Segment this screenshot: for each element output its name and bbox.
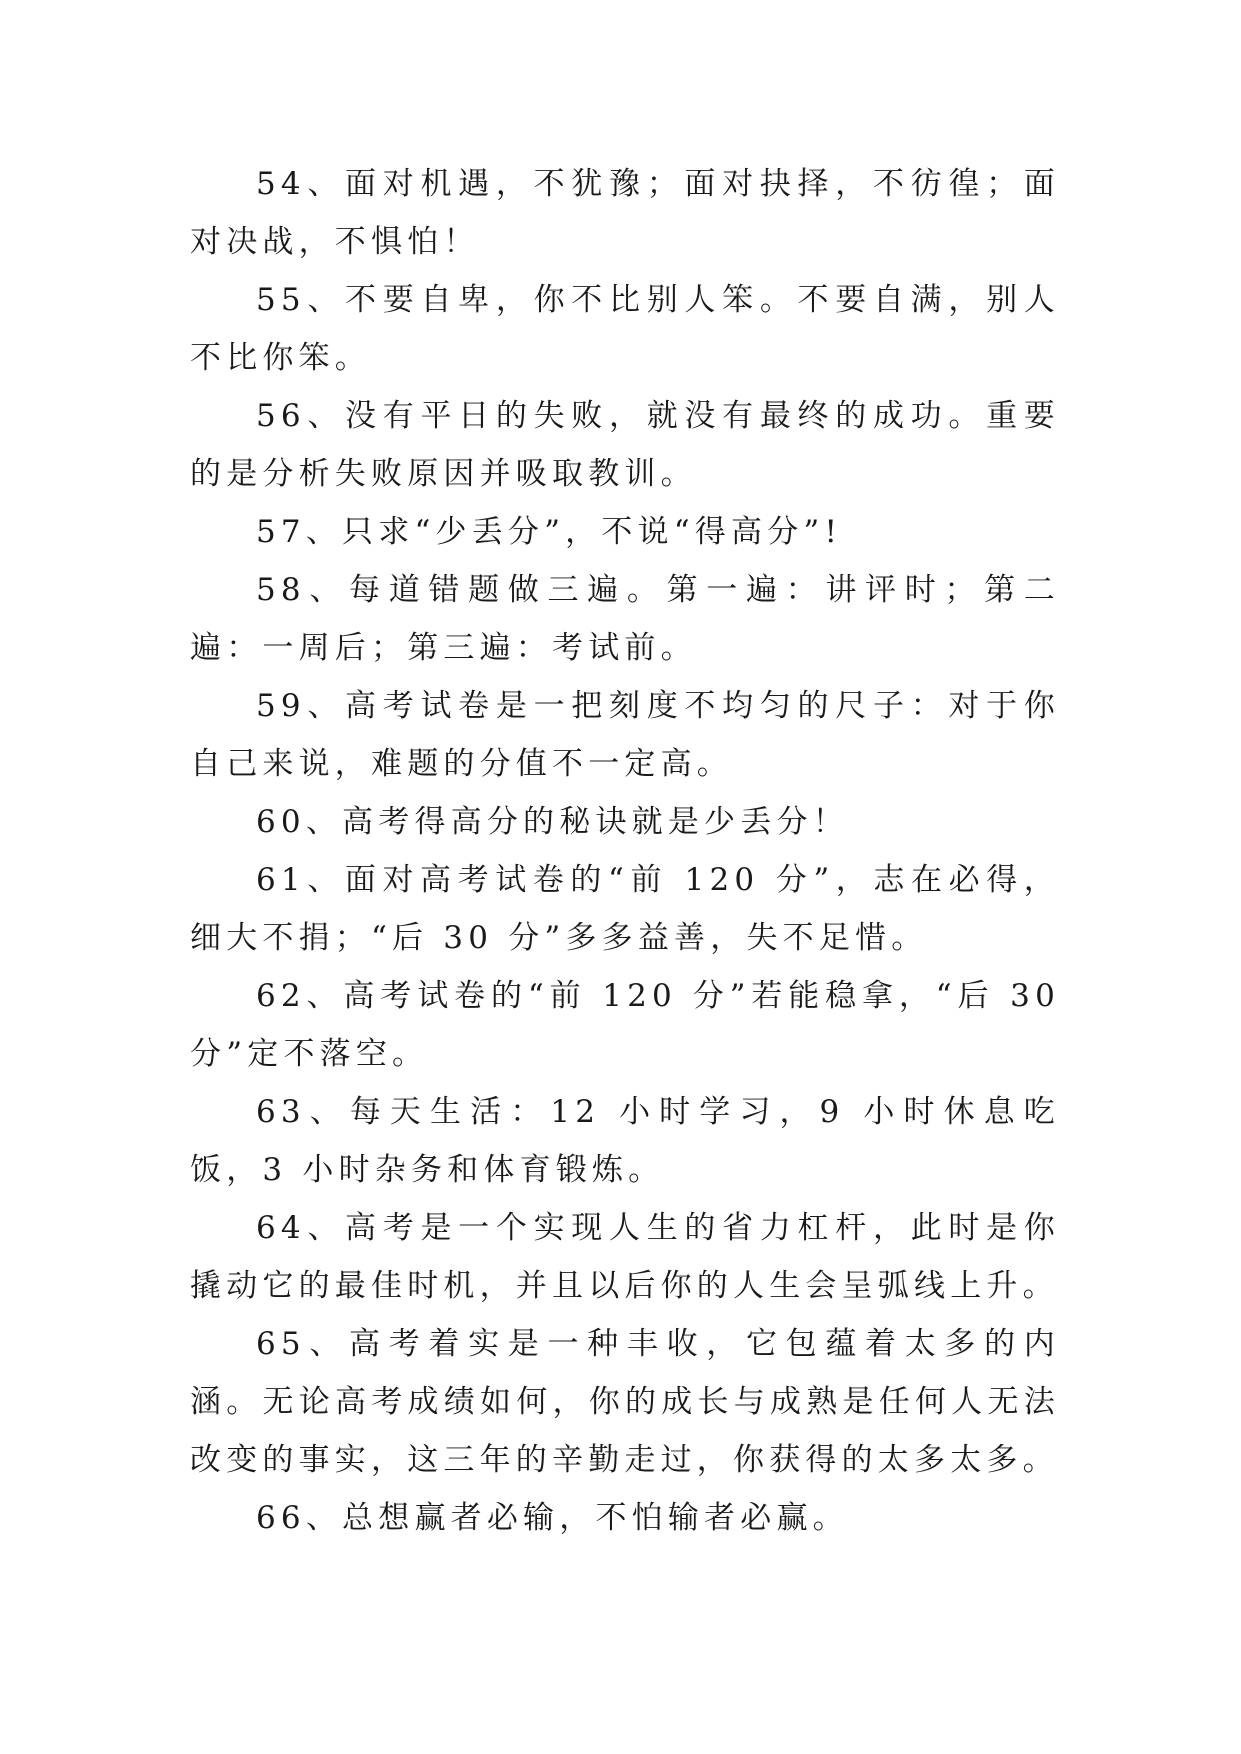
paragraph-59: 59、高考试卷是一把刻度不均匀的尺子：对于你自己来说，难题的分值不一定高。 bbox=[190, 688, 1060, 782]
paragraph-66: 66、总想赢者必输，不怕输者必赢。 bbox=[256, 1500, 849, 1536]
document-body bbox=[190, 155, 1060, 1547]
paragraph-56: 56、没有平日的失败，就没有最终的成功。重要的是分析失败原因并吸取教训。 bbox=[190, 398, 1060, 492]
paragraph-60: 60、高考得高分的秘诀就是少丢分！ bbox=[256, 804, 849, 840]
paragraph-57: 57、只求“少丢分”，不说“得高分”! bbox=[256, 514, 843, 550]
paragraph-61: 61、面对高考试卷的“前 120 分”，志在必得，细大不捐；“后 30 分”多多益善，失不足惜。 bbox=[190, 862, 1060, 956]
paragraph-55: 55、不要自卑，你不比别人笨。不要自满，别人不比你笨。 bbox=[190, 282, 1060, 376]
paragraph-58: 58、每道错题做三遍。第一遍：讲评时；第二遍：一周后；第三遍：考试前。 bbox=[190, 572, 1060, 666]
paragraph-64: 64、高考是一个实现人生的省力杠杆，此时是你撬动它的最佳时机，并且以后你的人生会呈弧线上升。 bbox=[190, 1210, 1060, 1304]
paragraph-62: 62、高考试卷的“前 120 分”若能稳拿，“后 30 分”定不落空。 bbox=[190, 978, 1060, 1072]
paragraph-65: 65、高考着实是一种丰收，它包蕴着太多的内涵。无论高考成绩如何，你的成长与成熟是任何人无法改变的事实，这三年的辛勤走过，你获得的太多太多。 bbox=[190, 1326, 1060, 1478]
paragraph-63: 63、每天生活：12 小时学习，9 小时休息吃饭，3 小时杂务和体育锻炼。 bbox=[190, 1094, 1060, 1188]
paragraph-54: 54、面对机遇，不犹豫；面对抉择，不彷徨；面对决战，不惧怕！ bbox=[190, 166, 1060, 260]
